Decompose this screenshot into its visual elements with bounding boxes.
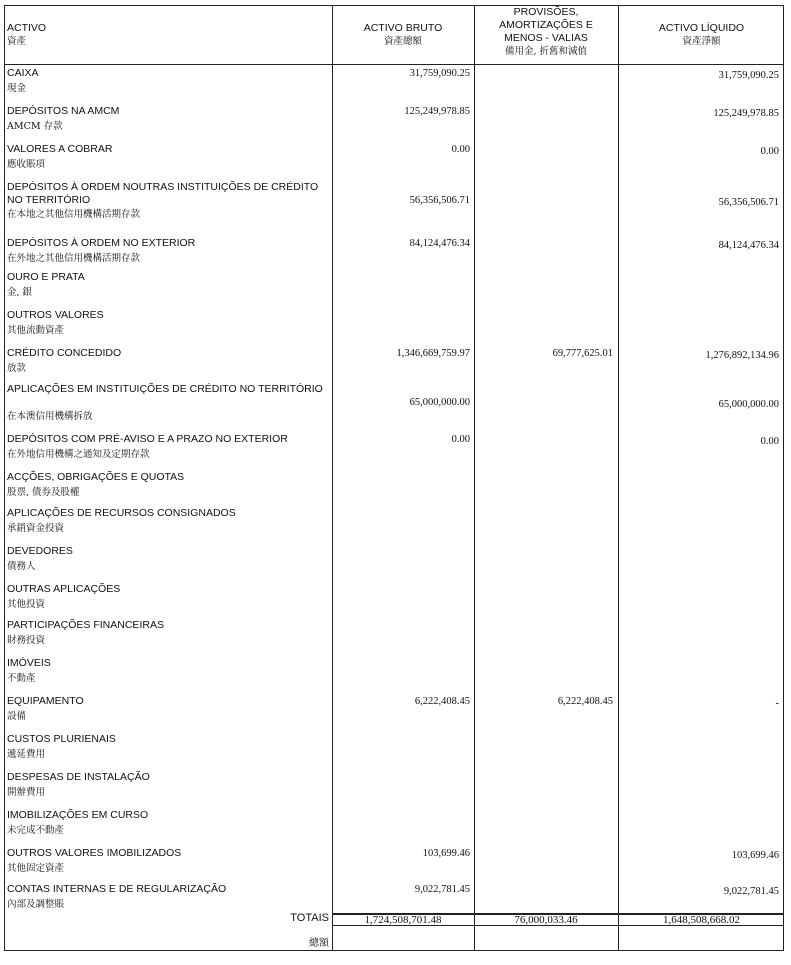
row-label-pt: DEVEDORES — [7, 545, 73, 557]
row-label-zh: 其他固定資產 — [7, 863, 65, 874]
header-liq-pt: ACTIVO LÍQUIDO — [658, 22, 745, 34]
row-label-pt: DESPESAS DE INSTALAÇÃO — [7, 771, 150, 783]
row-label-zh: 應收賬項 — [7, 159, 46, 170]
row-activo-liquido: 56,356,506.71 — [718, 197, 779, 208]
row-activo-bruto: 125,249,978.85 — [404, 106, 470, 117]
header-liq-zh: 資產淨額 — [682, 36, 721, 47]
row-activo-bruto: 65,000,000.00 — [409, 397, 470, 408]
header-prov-pt-2: AMORTIZAÇÕES E — [499, 19, 593, 31]
row-label-zh: 股票, 債券及股權 — [7, 487, 80, 498]
row-activo-bruto: 84,124,476.34 — [409, 238, 470, 249]
total-activo-liquido: 1,648,508,668.02 — [663, 914, 740, 926]
header-activo-bruto — [332, 6, 474, 64]
row-label-pt: DEPÓSITOS NA AMCM — [7, 105, 120, 117]
row-label-pt: CONTAS INTERNAS E DE REGULARIZAÇÃO — [7, 883, 227, 895]
row-label-zh: 設備 — [7, 711, 27, 722]
row-label-zh: 金, 銀 — [7, 287, 33, 298]
header-prov-zh: 備用金, 折舊和減值 — [504, 46, 588, 57]
row-label-pt: APLICAÇÕES DE RECURSOS CONSIGNADOS — [7, 507, 236, 519]
row-label-zh: 開辦費用 — [7, 787, 46, 798]
row-activo-bruto: 0.00 — [451, 434, 470, 445]
header-activo-zh: 資產 — [7, 36, 27, 47]
row-label-zh: 債務人 — [7, 561, 36, 572]
row-label-zh: 財務投資 — [7, 635, 46, 646]
row-activo-bruto: 56,356,506.71 — [409, 195, 470, 206]
header-activo — [7, 6, 327, 64]
totals-label-zh: 總額 — [309, 938, 329, 949]
row-label-zh: 遞延費用 — [7, 749, 46, 760]
row-label-pt: VALORES A COBRAR — [7, 143, 113, 155]
row-activo-liquido: 65,000,000.00 — [718, 399, 779, 410]
header-activo-pt: ACTIVO — [7, 22, 47, 34]
header-bruto-zh: 資產總額 — [383, 36, 422, 47]
row-activo-liquido: 103,699.46 — [731, 850, 779, 861]
row-activo-liquido: 9,022,781.45 — [723, 886, 779, 897]
row-activo-liquido: - — [775, 698, 779, 709]
row-activo-bruto: 9,022,781.45 — [414, 884, 470, 895]
header-prov-pt-3: MENOS - VALIAS — [504, 32, 588, 44]
balance-sheet — [4, 5, 784, 951]
header-activo-liquido — [618, 6, 785, 64]
row-label-zh: 在本澳信用機構拆放 — [7, 411, 93, 422]
row-label-pt: DEPÓSITOS À ORDEM NO EXTERIOR — [7, 237, 196, 249]
row-label-zh: 放款 — [7, 363, 27, 374]
row-label-pt: EQUIPAMENTO — [7, 695, 84, 707]
row-label-zh: 在外地信用機構之通知及定期存款 — [7, 449, 150, 460]
row-label-zh: 內部及調整賬 — [7, 899, 65, 910]
row-label-zh: AMCM 存款 — [7, 121, 63, 132]
row-label-zh: 其他投資 — [7, 599, 46, 610]
row-label-pt: OUTROS VALORES IMOBILIZADOS — [7, 847, 182, 859]
row-label-pt: DEPÓSITOS COM PRÉ-AVISO E A PRAZO NO EXTERIOR — [7, 433, 288, 445]
row-provisoes: 69,777,625.01 — [552, 348, 613, 359]
row-activo-liquido: 0.00 — [760, 146, 779, 157]
row-label-pt: DEPÓSITOS À ORDEM NOUTRAS INSTITUIÇÕES DE CRÉDITO NO TERRITÓRIO — [7, 181, 319, 206]
row-label-zh: 在本地之其他信用機構活期存款 — [7, 209, 141, 220]
row-activo-bruto: 1,346,669,759.97 — [396, 348, 470, 359]
row-label-pt: ACÇÕES, OBRIGAÇÕES E QUOTAS — [7, 471, 185, 483]
row-label-zh: 不動產 — [7, 673, 36, 684]
row-label-zh: 未完成不動產 — [7, 825, 65, 836]
row-activo-liquido: 1,276,892,134.96 — [705, 350, 779, 361]
row-label-pt: APLICAÇÕES EM INSTITUIÇÕES DE CRÉDITO NO TERRITÓRIO — [7, 383, 323, 395]
row-label-zh: 在外地之其他信用機構活期存款 — [7, 253, 141, 264]
row-activo-bruto: 6,222,408.45 — [414, 696, 470, 707]
row-label-pt: PARTICIPAÇÕES FINANCEIRAS — [7, 619, 164, 631]
header-provisoes — [474, 6, 618, 64]
row-label-zh: 承銷資金投資 — [7, 523, 65, 534]
header-bruto-pt: ACTIVO BRUTO — [363, 22, 443, 34]
row-provisoes: 6,222,408.45 — [557, 696, 613, 707]
row-label-pt: OURO E PRATA — [7, 271, 85, 283]
row-label-pt: OUTRAS APLICAÇÕES — [7, 583, 121, 595]
column-divider-provisoes — [474, 6, 475, 950]
header-prov-pt-1: PROVISÕES, — [513, 6, 579, 18]
row-activo-liquido: 31,759,090.25 — [718, 70, 779, 81]
row-label-zh: 現金 — [7, 83, 27, 94]
row-label-zh: 其他流動資產 — [7, 325, 65, 336]
total-provisoes: 76,000,033.46 — [514, 914, 578, 926]
row-label-pt: CRÉDITO CONCEDIDO — [7, 347, 122, 359]
row-label-pt: IMÓVEIS — [7, 657, 51, 669]
row-activo-liquido: 125,249,978.85 — [713, 108, 779, 119]
totals-label: TOTAIS — [290, 912, 329, 924]
row-label-pt: IMOBILIZAÇÕES EM CURSO — [7, 809, 149, 821]
row-activo-bruto: 103,699.46 — [422, 848, 470, 859]
header-divider — [5, 64, 783, 65]
row-label-pt: OUTROS VALORES — [7, 309, 104, 321]
row-activo-bruto: 0.00 — [451, 144, 470, 155]
total-activo-bruto: 1,724,508,701.48 — [364, 914, 442, 926]
row-label-pt: CUSTOS PLURIENAIS — [7, 733, 116, 745]
row-label-pt: CAIXA — [7, 67, 39, 79]
row-activo-liquido: 84,124,476.34 — [718, 240, 779, 251]
row-activo-liquido: 0.00 — [760, 436, 779, 447]
row-activo-bruto: 31,759,090.25 — [409, 68, 470, 79]
